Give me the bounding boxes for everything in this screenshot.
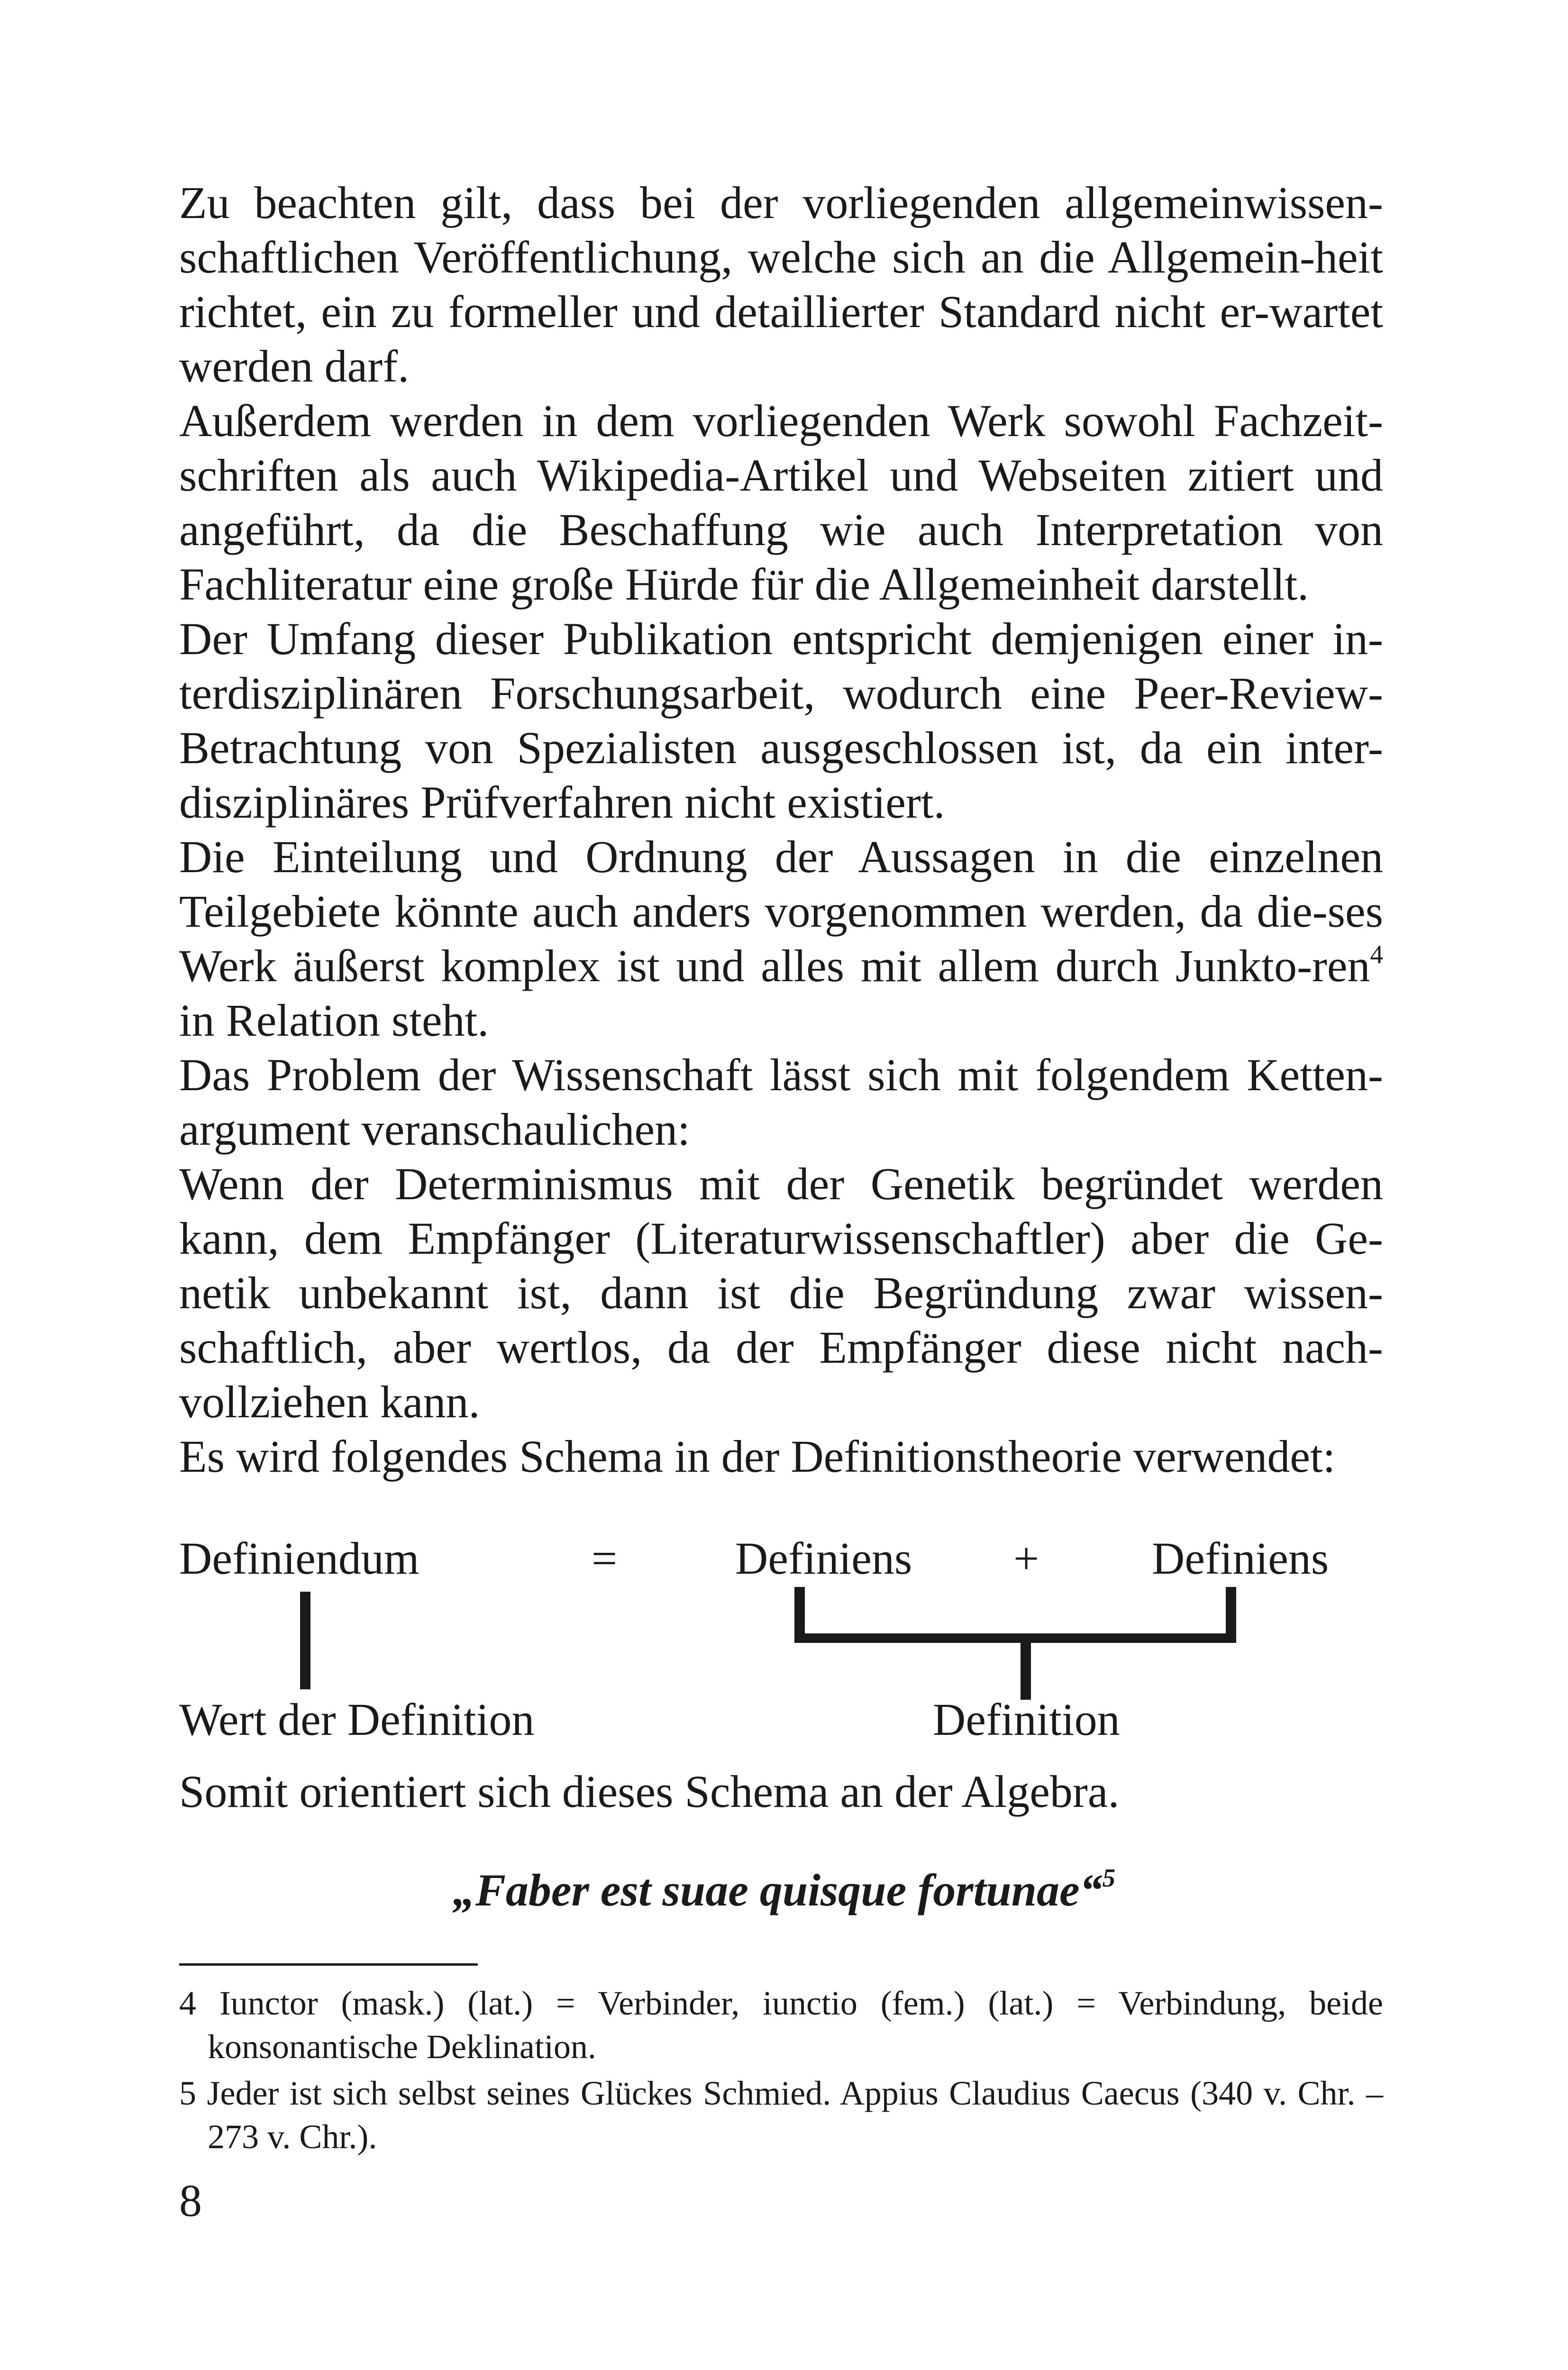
equals-sign: = xyxy=(592,1533,618,1584)
paragraph: Es wird folgendes Schema in der Definitionstheorie verwendet: xyxy=(179,1431,1336,1482)
definition-connector xyxy=(1021,1633,1031,1700)
definiendum-connector xyxy=(300,1592,310,1689)
plus-sign: + xyxy=(1013,1533,1039,1584)
paragraph: Zu beachten gilt, dass bei der vorliegenden allgemeinwissen-schaftlichen Veröffentlichung, welche sich an die Allgemein-heit richtet, ein zu formeller und detaillierter Standard nicht er-wartet werden darf. xyxy=(179,177,1383,392)
definiens-label-1: Definiens xyxy=(735,1533,912,1584)
bracket-bar xyxy=(794,1633,1236,1643)
footnote-reference[interactable]: 4 xyxy=(1370,940,1383,969)
paragraph: Wenn der Determinismus mit der Genetik begründet werden kann, dem Empfänger (Literaturwissenschaftler) aber die Ge-netik unbekannt ist, dann ist die Begründung zwar wissen-schaftlich, aber wertlos, da der Empfänger diese nicht nach-vollziehen kann. xyxy=(179,1158,1383,1427)
definition-label: Definition xyxy=(933,1694,1120,1745)
paragraph: Außerdem werden in dem vorliegenden Werk sowohl Fachzeit-schriften als auch Wikipedia-Artikel und Webseiten zitiert und angeführt, da die Beschaffung wie auch Interpretation von Fachliteratur eine große Hürde für die Allgemeinheit darstellt. xyxy=(179,395,1383,610)
paragraph-text: in Relation steht. xyxy=(179,995,489,1046)
page-number: 8 xyxy=(179,2175,202,2226)
wert-der-definition-label: Wert der Definition xyxy=(179,1694,535,1745)
definiendum-label: Definiendum xyxy=(179,1533,419,1584)
paragraph xyxy=(179,830,1383,1048)
paragraph: Der Umfang dieser Publikation entspricht demjenigen einer in-terdisziplinären Forschungsarbeit, wodurch eine Peer-Review-Betrachtung von Spezialisten ausgeschlossen ist, da ein inter-disziplinäres Prüfverfahren nicht existiert. xyxy=(179,613,1383,828)
motto-text: „Faber est suae quisque fortunae“ xyxy=(452,1865,1103,1915)
footnotes xyxy=(179,1981,1383,2161)
latin-motto xyxy=(0,1863,1568,1917)
closing-sentence: Somit orientiert sich dieses Schema an der Algebra. xyxy=(179,1766,1120,1817)
footnote: 5 Jeder ist sich selbst seines Glückes Schmied. Appius Claudius Caecus (340 v. Chr. – 273 v. Chr.). xyxy=(179,2074,1383,2156)
footnote-reference[interactable]: 5 xyxy=(1102,1863,1116,1892)
definition-schema-diagram xyxy=(179,1531,1383,1778)
paragraph: Das Problem der Wissenschaft lässt sich mit folgendem Ketten-argument veranschaulichen: xyxy=(179,1049,1383,1155)
body-text xyxy=(179,175,1383,1484)
footnote: 4 Iunctor (mask.) (lat.) = Verbinder, iunctio (fem.) (lat.) = Verbindung, beide konsonantische Deklination. xyxy=(179,1984,1383,2066)
definiens-label-2: Definiens xyxy=(1152,1533,1329,1584)
footnote-separator xyxy=(179,1963,478,1966)
paragraph-text: Die Einteilung und Ordnung der Aussagen in die einzelnen Teilgebiete könnte auch anders vorgenommen werden, da die-ses Werk äußerst komplex ist und alles mit allem durch Junkto-ren xyxy=(179,831,1383,991)
